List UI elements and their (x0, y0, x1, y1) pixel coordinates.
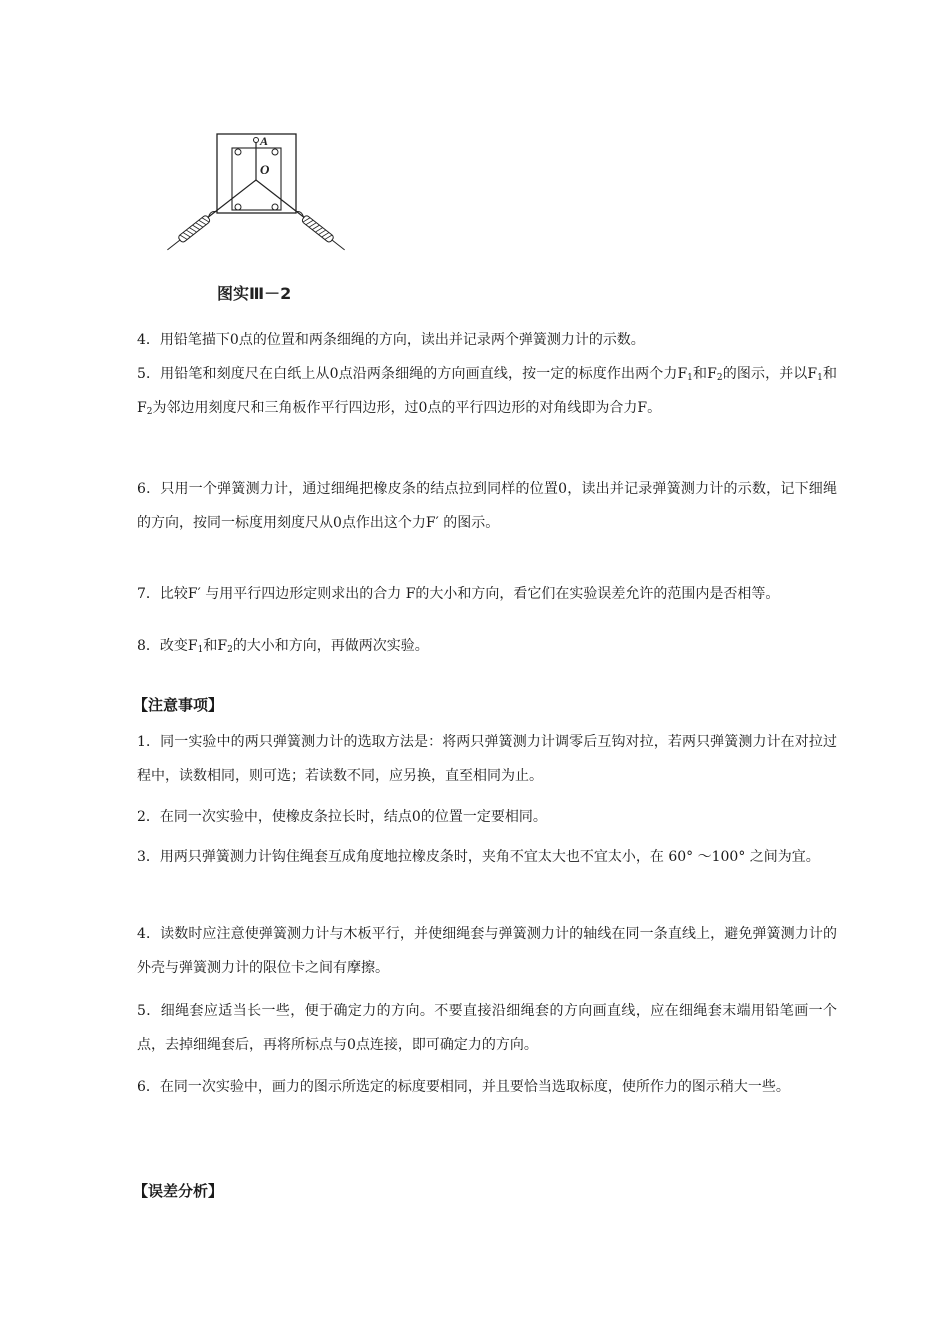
note-5: 5．细绳套应适当长一些，便于确定力的方向。不要直接沿细绳套的方向画直线，应在细绳套末端用铅笔画一个点，去掉细绳套后，再将所标点与0点连接，即可确定力的方向。 (137, 1003, 837, 1053)
note-6: 6．在同一次实验中，画力的图示所选定的标度要相同，并且要恰当选取标度，使所作力的图示稍大一些。 (137, 1079, 790, 1095)
step-6: 6．只用一个弹簧测力计，通过细绳把橡皮条的结点拉到同样的位置0，读出并记录弹簧测力计的示数，记下细绳的方向，按同一标度用刻度尺从0点作出这个力F′ 的图示。 (137, 481, 837, 531)
figure-caption: 图实Ⅲ－2 (217, 284, 292, 303)
note-3: 3．用两只弹簧测力计钩住绳套互成角度地拉橡皮条时，夹角不宜太大也不宜太小，在 60° ～100° 之间为宜。 (137, 849, 820, 865)
note-4: 4．读数时应注意使弹簧测力计与木板平行，并使细绳套与弹簧测力计的轴线在同一条直线上，避免弹簧测力计的外壳与弹簧测力计的限位卡之间有摩擦。 (137, 926, 837, 976)
note-1: 1．同一实验中的两只弹簧测力计的选取方法是：将两只弹簧测力计调零后互钩对拉，若两只弹簧测力计在对拉过程中，读数相同，则可选；若读数不同，应另换，直至相同为止。 (137, 734, 837, 784)
spring-scale-diagram (150, 128, 360, 278)
label-o: O (260, 162, 270, 177)
error-heading: 【误差分析】 (133, 1182, 224, 1200)
notes-heading: 【注意事项】 (133, 696, 224, 714)
note-2: 2．在同一次实验中，使橡皮条拉长时，结点0的位置一定要相同。 (137, 809, 547, 825)
label-a: A (260, 134, 269, 148)
step-8: 8．改变$F_1$和$F_2$的大小和方向，再做两次实验。 (137, 638, 429, 655)
step-5: 5．用铅笔和刻度尺在白纸上从0点沿两条细绳的方向画直线，按一定的标度作出两个力$F_1$和$F_2$的图示，并以$F_1$和$F_2$为邻边用刻度尺和三角板作平行四边形，过0点的平行四边形的对角线即为合力F。 (137, 366, 837, 417)
step-7: 7．比较F′ 与用平行四边形定则求出的合力 F的大小和方向，看它们在实验误差允许的范围内是否相等。 (137, 586, 780, 602)
step-4: 4．用铅笔描下0点的位置和两条细绳的方向，读出并记录两个弹簧测力计的示数。 (137, 332, 645, 348)
